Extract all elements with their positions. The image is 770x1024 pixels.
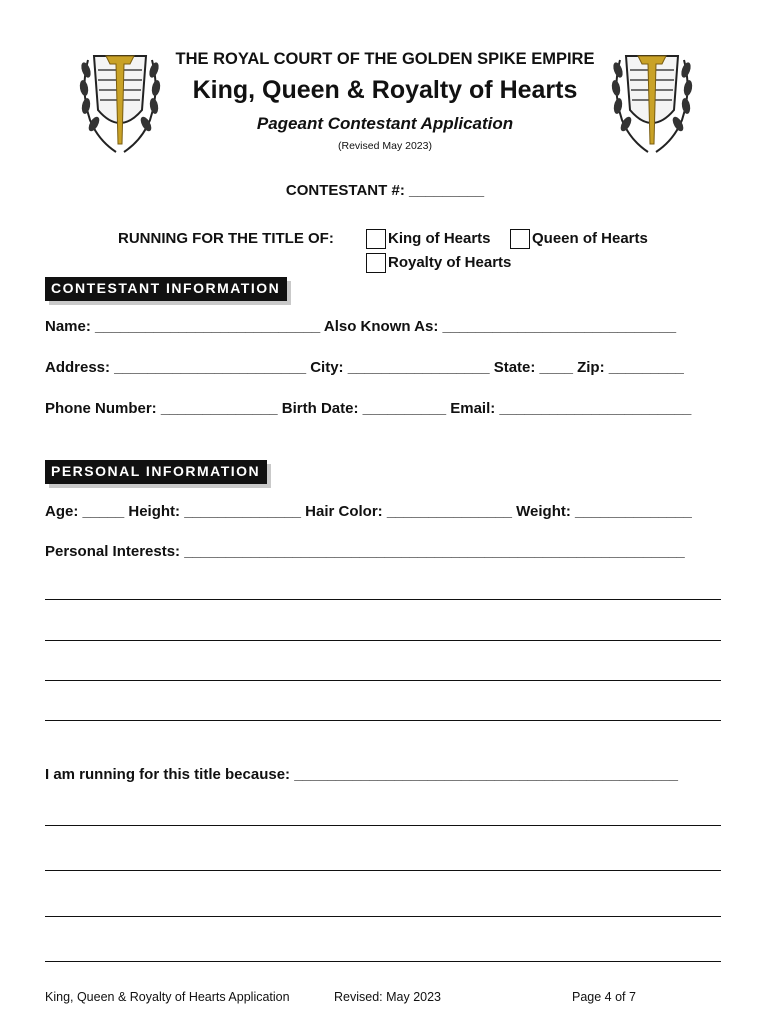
king-option-label: King of Hearts	[388, 230, 491, 248]
personal-info-heading: PERSONAL INFORMATION	[45, 460, 267, 484]
option-queen-of-hearts[interactable]	[510, 228, 648, 250]
phone-birth-email-row[interactable]: Phone Number: ______________ Birth Date: __________ Email: _______________________	[45, 400, 692, 417]
page-title: King, Queen & Royalty of Hearts	[192, 76, 578, 104]
option-royalty-of-hearts[interactable]	[366, 252, 511, 274]
organization-name: THE ROYAL COURT OF THE GOLDEN SPIKE EMPIRE	[175, 50, 595, 68]
footer-revision: Revised: May 2023	[334, 990, 442, 1004]
running-for-label: RUNNING FOR THE TITLE OF:	[118, 230, 334, 247]
contestant-number-field[interactable]: CONTESTANT #: _________	[285, 182, 485, 199]
address-row[interactable]: Address: _______________________ City: _________________ State: ____ Zip: _________	[45, 359, 684, 376]
reason-blank-line[interactable]	[45, 916, 721, 917]
name-aka-row[interactable]: Name: ___________________________ Also Known As: ____________________________	[45, 318, 677, 335]
footer-page-number: Page 4 of 7	[572, 990, 636, 1004]
queen-option-label: Queen of Hearts	[532, 230, 648, 248]
footer-document-name: King, Queen & Royalty of Hearts Application	[45, 990, 290, 1004]
royalty-checkbox[interactable]	[366, 253, 386, 273]
option-king-of-hearts[interactable]	[366, 228, 491, 250]
queen-checkbox[interactable]	[510, 229, 530, 249]
age-height-hair-weight-row[interactable]: Age: _____ Height: ______________ Hair Color: _______________ Weight: ______________	[45, 503, 692, 520]
reason-blank-line[interactable]	[45, 961, 721, 962]
revision-note: (Revised May 2023)	[338, 140, 432, 152]
interests-blank-line[interactable]	[45, 720, 721, 721]
reason-blank-line[interactable]	[45, 825, 721, 826]
king-checkbox[interactable]	[366, 229, 386, 249]
contestant-info-heading: CONTESTANT INFORMATION	[45, 277, 287, 301]
personal-interests-row[interactable]: Personal Interests: ____________________________________________________________	[45, 543, 685, 560]
interests-blank-line[interactable]	[45, 599, 721, 600]
interests-blank-line[interactable]	[45, 640, 721, 641]
reason-blank-line[interactable]	[45, 870, 721, 871]
interests-blank-line[interactable]	[45, 680, 721, 681]
form-subtitle: Pageant Contestant Application	[256, 114, 514, 133]
royalty-option-label: Royalty of Hearts	[388, 254, 512, 272]
reason-row[interactable]: I am running for this title because: ______________________________________________	[45, 766, 678, 783]
